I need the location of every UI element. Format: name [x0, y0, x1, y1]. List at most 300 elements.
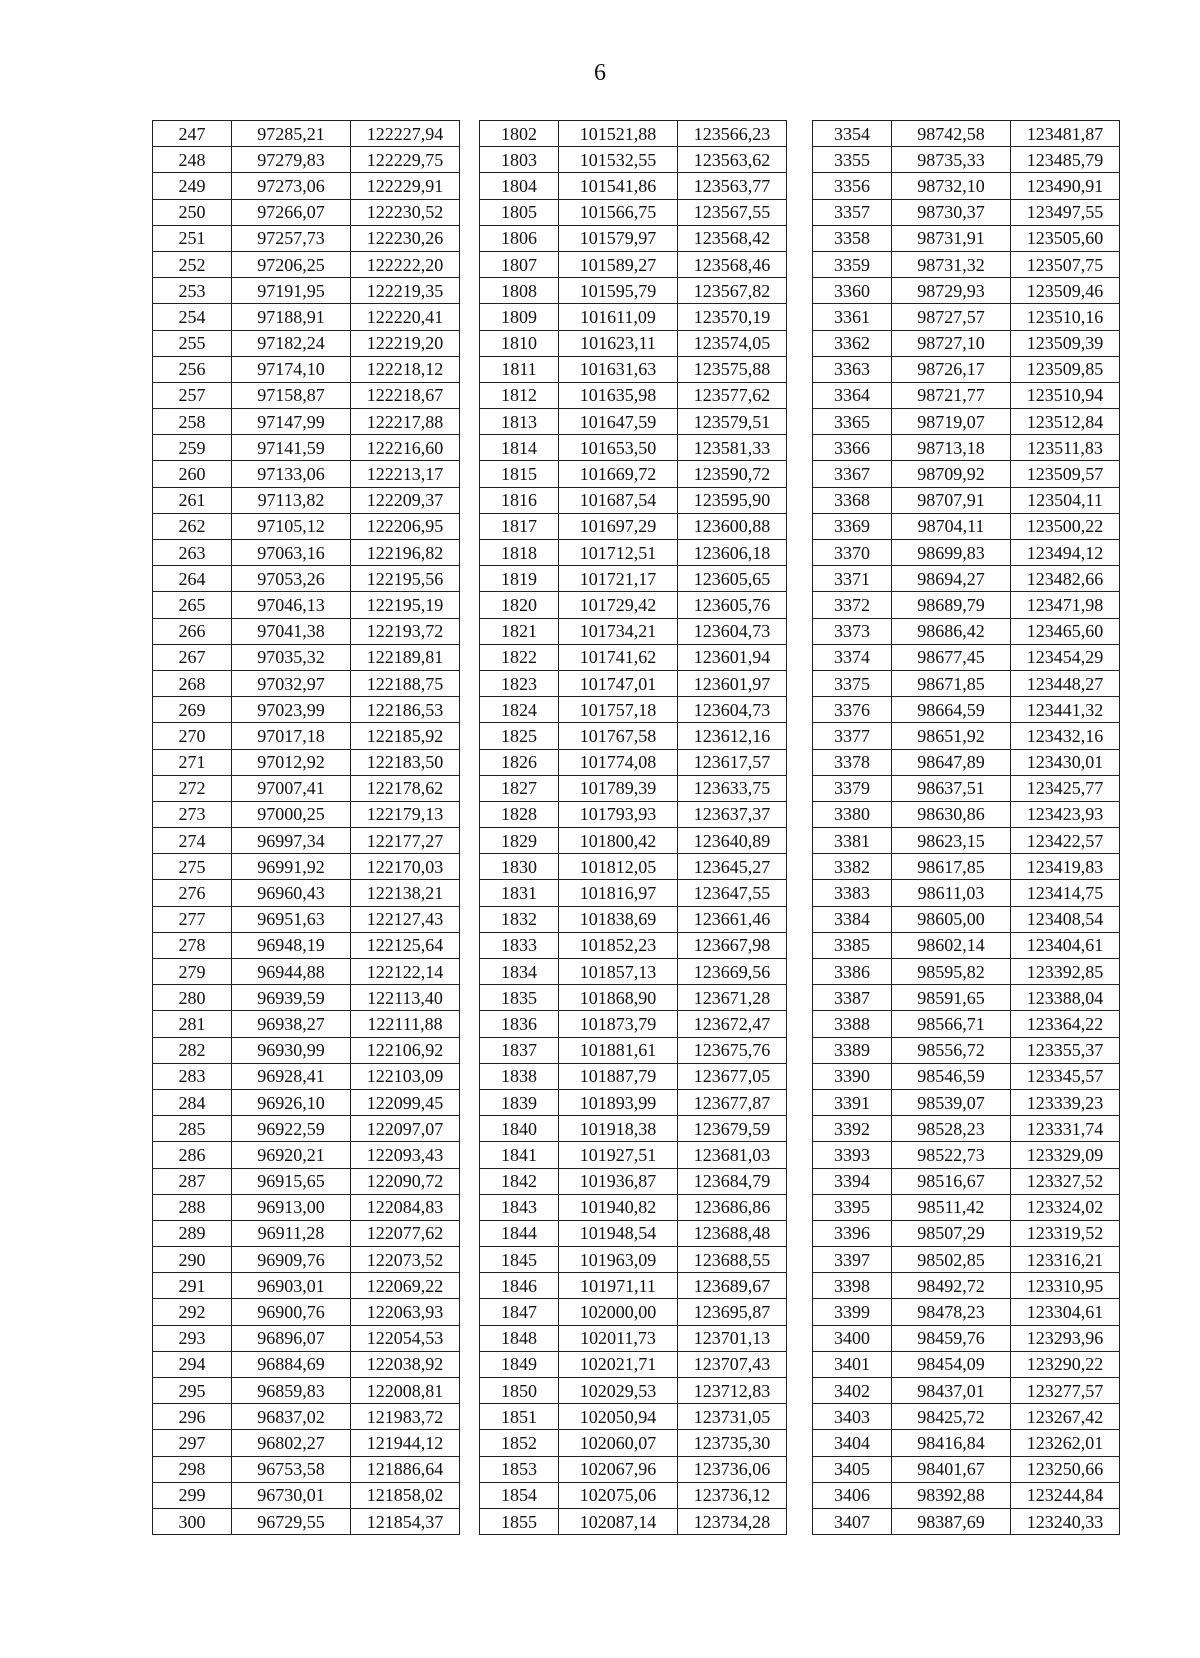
table-row	[480, 1351, 787, 1377]
y-coordinate-cell: 123512,84	[1011, 409, 1120, 435]
x-coordinate-cell: 101631,63	[559, 356, 678, 382]
point-number-cell: 1845	[480, 1247, 559, 1273]
table-row	[480, 199, 787, 225]
point-number-cell: 1832	[480, 906, 559, 932]
x-coordinate-cell: 98602,14	[892, 932, 1011, 958]
y-coordinate-cell: 122103,09	[351, 1063, 460, 1089]
point-number-cell: 296	[153, 1404, 232, 1430]
y-coordinate-cell: 123736,12	[678, 1482, 787, 1508]
x-coordinate-cell: 98637,51	[892, 775, 1011, 801]
point-number-cell: 3386	[813, 959, 892, 985]
table-row	[813, 854, 1120, 880]
table-row	[153, 121, 460, 147]
y-coordinate-cell: 123404,61	[1011, 932, 1120, 958]
y-coordinate-cell: 123671,28	[678, 985, 787, 1011]
table-row	[153, 1299, 460, 1325]
x-coordinate-cell: 96997,34	[232, 828, 351, 854]
coordinates-table-1	[152, 120, 460, 1535]
point-number-cell: 3404	[813, 1430, 892, 1456]
x-coordinate-cell: 98664,59	[892, 697, 1011, 723]
y-coordinate-cell: 122227,94	[351, 121, 460, 147]
y-coordinate-cell: 123640,89	[678, 828, 787, 854]
point-number-cell: 257	[153, 382, 232, 408]
point-number-cell: 3381	[813, 828, 892, 854]
point-number-cell: 3407	[813, 1508, 892, 1534]
point-number-cell: 267	[153, 644, 232, 670]
table-row	[813, 1273, 1120, 1299]
x-coordinate-cell: 101971,11	[559, 1273, 678, 1299]
x-coordinate-cell: 102021,71	[559, 1351, 678, 1377]
x-coordinate-cell: 98528,23	[892, 1116, 1011, 1142]
table-row	[813, 409, 1120, 435]
y-coordinate-cell: 123701,13	[678, 1325, 787, 1351]
y-coordinate-cell: 123686,86	[678, 1194, 787, 1220]
y-coordinate-cell: 123329,09	[1011, 1142, 1120, 1168]
table-row	[813, 618, 1120, 644]
y-coordinate-cell: 123432,16	[1011, 723, 1120, 749]
point-number-cell: 1838	[480, 1063, 559, 1089]
y-coordinate-cell: 123604,73	[678, 618, 787, 644]
y-coordinate-cell: 122185,92	[351, 723, 460, 749]
x-coordinate-cell: 101595,79	[559, 278, 678, 304]
y-coordinate-cell: 123600,88	[678, 513, 787, 539]
y-coordinate-cell: 122077,62	[351, 1220, 460, 1246]
point-number-cell: 265	[153, 592, 232, 618]
y-coordinate-cell: 123606,18	[678, 540, 787, 566]
table-row	[480, 1063, 787, 1089]
x-coordinate-cell: 101893,99	[559, 1089, 678, 1115]
point-number-cell: 3360	[813, 278, 892, 304]
x-coordinate-cell: 96926,10	[232, 1089, 351, 1115]
y-coordinate-cell: 123319,52	[1011, 1220, 1120, 1246]
x-coordinate-cell: 101729,42	[559, 592, 678, 618]
x-coordinate-cell: 96896,07	[232, 1325, 351, 1351]
table-row	[153, 1037, 460, 1063]
point-number-cell: 1810	[480, 330, 559, 356]
point-number-cell: 3402	[813, 1378, 892, 1404]
point-number-cell: 274	[153, 828, 232, 854]
table-row	[153, 1116, 460, 1142]
point-number-cell: 3359	[813, 251, 892, 277]
y-coordinate-cell: 122038,92	[351, 1351, 460, 1377]
point-number-cell: 3372	[813, 592, 892, 618]
point-number-cell: 1844	[480, 1220, 559, 1246]
point-number-cell: 3377	[813, 723, 892, 749]
table-row	[153, 487, 460, 513]
point-number-cell: 1839	[480, 1089, 559, 1115]
y-coordinate-cell: 123494,12	[1011, 540, 1120, 566]
x-coordinate-cell: 96922,59	[232, 1116, 351, 1142]
x-coordinate-cell: 98731,32	[892, 251, 1011, 277]
point-number-cell: 292	[153, 1299, 232, 1325]
x-coordinate-cell: 102075,06	[559, 1482, 678, 1508]
point-number-cell: 1809	[480, 304, 559, 330]
y-coordinate-cell: 123510,16	[1011, 304, 1120, 330]
point-number-cell: 3357	[813, 199, 892, 225]
x-coordinate-cell: 98719,07	[892, 409, 1011, 435]
point-number-cell: 3358	[813, 225, 892, 251]
point-number-cell: 3392	[813, 1116, 892, 1142]
y-coordinate-cell: 123327,52	[1011, 1168, 1120, 1194]
table-row	[153, 1168, 460, 1194]
y-coordinate-cell: 123310,95	[1011, 1273, 1120, 1299]
x-coordinate-cell: 96884,69	[232, 1351, 351, 1377]
y-coordinate-cell: 123669,56	[678, 959, 787, 985]
point-number-cell: 1807	[480, 251, 559, 277]
point-number-cell: 279	[153, 959, 232, 985]
x-coordinate-cell: 101873,79	[559, 1011, 678, 1037]
table-row	[813, 1168, 1120, 1194]
y-coordinate-cell: 123454,29	[1011, 644, 1120, 670]
table-row	[153, 828, 460, 854]
y-coordinate-cell: 123485,79	[1011, 147, 1120, 173]
y-coordinate-cell: 123505,60	[1011, 225, 1120, 251]
x-coordinate-cell: 98721,77	[892, 382, 1011, 408]
point-number-cell: 289	[153, 1220, 232, 1246]
y-coordinate-cell: 123689,67	[678, 1273, 787, 1299]
point-number-cell: 3387	[813, 985, 892, 1011]
y-coordinate-cell: 123735,30	[678, 1430, 787, 1456]
x-coordinate-cell: 98511,42	[892, 1194, 1011, 1220]
table-row	[813, 566, 1120, 592]
point-number-cell: 1823	[480, 670, 559, 696]
x-coordinate-cell: 97188,91	[232, 304, 351, 330]
x-coordinate-cell: 102000,00	[559, 1299, 678, 1325]
table-row	[480, 749, 787, 775]
table-row	[153, 566, 460, 592]
point-number-cell: 1851	[480, 1404, 559, 1430]
x-coordinate-cell: 96753,58	[232, 1456, 351, 1482]
table-row	[153, 854, 460, 880]
table-row	[813, 906, 1120, 932]
x-coordinate-cell: 97032,97	[232, 670, 351, 696]
point-number-cell: 3368	[813, 487, 892, 513]
x-coordinate-cell: 96802,27	[232, 1430, 351, 1456]
y-coordinate-cell: 122206,95	[351, 513, 460, 539]
table-row	[480, 540, 787, 566]
y-coordinate-cell: 123331,74	[1011, 1116, 1120, 1142]
y-coordinate-cell: 122122,14	[351, 959, 460, 985]
y-coordinate-cell: 123590,72	[678, 461, 787, 487]
x-coordinate-cell: 97191,95	[232, 278, 351, 304]
point-number-cell: 3355	[813, 147, 892, 173]
y-coordinate-cell: 123324,02	[1011, 1194, 1120, 1220]
table-row	[480, 1325, 787, 1351]
point-number-cell: 1849	[480, 1351, 559, 1377]
y-coordinate-cell: 123339,23	[1011, 1089, 1120, 1115]
x-coordinate-cell: 97182,24	[232, 330, 351, 356]
x-coordinate-cell: 97273,06	[232, 173, 351, 199]
table-row	[153, 1351, 460, 1377]
y-coordinate-cell: 123408,54	[1011, 906, 1120, 932]
y-coordinate-cell: 123563,62	[678, 147, 787, 173]
point-number-cell: 278	[153, 932, 232, 958]
page-number: 6	[594, 60, 606, 86]
point-number-cell: 3382	[813, 854, 892, 880]
point-number-cell: 3388	[813, 1011, 892, 1037]
y-coordinate-cell: 122054,53	[351, 1325, 460, 1351]
x-coordinate-cell: 96939,59	[232, 985, 351, 1011]
y-coordinate-cell: 122138,21	[351, 880, 460, 906]
x-coordinate-cell: 98671,85	[892, 670, 1011, 696]
table-row	[153, 409, 460, 435]
point-number-cell: 3390	[813, 1063, 892, 1089]
table-row	[153, 1456, 460, 1482]
point-number-cell: 291	[153, 1273, 232, 1299]
table-row	[480, 1404, 787, 1430]
table-row	[153, 1247, 460, 1273]
table-row	[813, 1351, 1120, 1377]
table-row	[480, 592, 787, 618]
point-number-cell: 3405	[813, 1456, 892, 1482]
point-number-cell: 281	[153, 1011, 232, 1037]
table-row	[813, 880, 1120, 906]
point-number-cell: 1850	[480, 1378, 559, 1404]
point-number-cell: 280	[153, 985, 232, 1011]
x-coordinate-cell: 101653,50	[559, 435, 678, 461]
table-row	[480, 173, 787, 199]
table-row	[813, 670, 1120, 696]
x-coordinate-cell: 98507,29	[892, 1220, 1011, 1246]
point-number-cell: 1822	[480, 644, 559, 670]
x-coordinate-cell: 97279,83	[232, 147, 351, 173]
point-number-cell: 3354	[813, 121, 892, 147]
table-row	[480, 1430, 787, 1456]
y-coordinate-cell: 123465,60	[1011, 618, 1120, 644]
y-coordinate-cell: 123688,48	[678, 1220, 787, 1246]
point-number-cell: 3366	[813, 435, 892, 461]
point-number-cell: 3365	[813, 409, 892, 435]
x-coordinate-cell: 96951,63	[232, 906, 351, 932]
point-number-cell: 297	[153, 1430, 232, 1456]
x-coordinate-cell: 101747,01	[559, 670, 678, 696]
table-row	[813, 1456, 1120, 1482]
x-coordinate-cell: 98686,42	[892, 618, 1011, 644]
table-row	[480, 1273, 787, 1299]
y-coordinate-cell: 123509,85	[1011, 356, 1120, 382]
x-coordinate-cell: 96928,41	[232, 1063, 351, 1089]
point-number-cell: 300	[153, 1508, 232, 1534]
y-coordinate-cell: 123570,19	[678, 304, 787, 330]
table-row	[480, 251, 787, 277]
table-row	[153, 1063, 460, 1089]
point-number-cell: 293	[153, 1325, 232, 1351]
y-coordinate-cell: 123707,43	[678, 1351, 787, 1377]
point-number-cell: 3363	[813, 356, 892, 382]
point-number-cell: 3383	[813, 880, 892, 906]
y-coordinate-cell: 123605,65	[678, 566, 787, 592]
y-coordinate-cell: 122229,91	[351, 173, 460, 199]
table-row	[480, 487, 787, 513]
y-coordinate-cell: 122097,07	[351, 1116, 460, 1142]
table-row	[480, 1482, 787, 1508]
x-coordinate-cell: 98647,89	[892, 749, 1011, 775]
x-coordinate-cell: 101566,75	[559, 199, 678, 225]
x-coordinate-cell: 98630,86	[892, 801, 1011, 827]
table-row	[813, 225, 1120, 251]
x-coordinate-cell: 98623,15	[892, 828, 1011, 854]
table-row	[153, 985, 460, 1011]
y-coordinate-cell: 122063,93	[351, 1299, 460, 1325]
y-coordinate-cell: 123675,76	[678, 1037, 787, 1063]
y-coordinate-cell: 122099,45	[351, 1089, 460, 1115]
point-number-cell: 252	[153, 251, 232, 277]
y-coordinate-cell: 123504,11	[1011, 487, 1120, 513]
point-number-cell: 1852	[480, 1430, 559, 1456]
point-number-cell: 282	[153, 1037, 232, 1063]
table-row	[813, 1142, 1120, 1168]
x-coordinate-cell: 98556,72	[892, 1037, 1011, 1063]
x-coordinate-cell: 98522,73	[892, 1142, 1011, 1168]
x-coordinate-cell: 101611,09	[559, 304, 678, 330]
table-row	[813, 1430, 1120, 1456]
x-coordinate-cell: 98392,88	[892, 1482, 1011, 1508]
point-number-cell: 1855	[480, 1508, 559, 1534]
point-number-cell: 294	[153, 1351, 232, 1377]
point-number-cell: 258	[153, 409, 232, 435]
table-row	[480, 1378, 787, 1404]
table-row	[813, 330, 1120, 356]
y-coordinate-cell: 123448,27	[1011, 670, 1120, 696]
x-coordinate-cell: 96915,65	[232, 1168, 351, 1194]
y-coordinate-cell: 123425,77	[1011, 775, 1120, 801]
y-coordinate-cell: 123647,55	[678, 880, 787, 906]
x-coordinate-cell: 101857,13	[559, 959, 678, 985]
table-row	[480, 880, 787, 906]
x-coordinate-cell: 98611,03	[892, 880, 1011, 906]
table-row	[480, 225, 787, 251]
table-row	[153, 1220, 460, 1246]
table-row	[153, 513, 460, 539]
table-row	[813, 985, 1120, 1011]
x-coordinate-cell: 97158,87	[232, 382, 351, 408]
table-row	[813, 1194, 1120, 1220]
y-coordinate-cell: 123482,66	[1011, 566, 1120, 592]
y-coordinate-cell: 122195,56	[351, 566, 460, 592]
table-row	[153, 1508, 460, 1534]
point-number-cell: 283	[153, 1063, 232, 1089]
table-row	[153, 1404, 460, 1430]
x-coordinate-cell: 98492,72	[892, 1273, 1011, 1299]
point-number-cell: 1825	[480, 723, 559, 749]
y-coordinate-cell: 123509,39	[1011, 330, 1120, 356]
table-row	[813, 435, 1120, 461]
x-coordinate-cell: 98595,82	[892, 959, 1011, 985]
point-number-cell: 248	[153, 147, 232, 173]
table-row	[813, 121, 1120, 147]
point-number-cell: 3370	[813, 540, 892, 566]
y-coordinate-cell: 123364,22	[1011, 1011, 1120, 1037]
point-number-cell: 3373	[813, 618, 892, 644]
y-coordinate-cell: 122193,72	[351, 618, 460, 644]
y-coordinate-cell: 121858,02	[351, 1482, 460, 1508]
point-number-cell: 1834	[480, 959, 559, 985]
y-coordinate-cell: 123250,66	[1011, 1456, 1120, 1482]
point-number-cell: 1842	[480, 1168, 559, 1194]
x-coordinate-cell: 98478,23	[892, 1299, 1011, 1325]
table-row	[480, 382, 787, 408]
y-coordinate-cell: 123679,59	[678, 1116, 787, 1142]
y-coordinate-cell: 122179,13	[351, 801, 460, 827]
table-row	[813, 513, 1120, 539]
x-coordinate-cell: 97017,18	[232, 723, 351, 749]
table-row	[153, 540, 460, 566]
point-number-cell: 1827	[480, 775, 559, 801]
point-number-cell: 1829	[480, 828, 559, 854]
point-number-cell: 3394	[813, 1168, 892, 1194]
table-row	[153, 1378, 460, 1404]
y-coordinate-cell: 123567,55	[678, 199, 787, 225]
table-row	[813, 487, 1120, 513]
table-row	[480, 1456, 787, 1482]
point-number-cell: 272	[153, 775, 232, 801]
point-number-cell: 261	[153, 487, 232, 513]
table-row	[813, 278, 1120, 304]
table-row	[480, 723, 787, 749]
y-coordinate-cell: 123509,46	[1011, 278, 1120, 304]
x-coordinate-cell: 97257,73	[232, 225, 351, 251]
y-coordinate-cell: 122189,81	[351, 644, 460, 670]
table-row	[480, 1220, 787, 1246]
point-number-cell: 1811	[480, 356, 559, 382]
point-number-cell: 285	[153, 1116, 232, 1142]
table-row	[480, 1247, 787, 1273]
table-row	[813, 828, 1120, 854]
point-number-cell: 1804	[480, 173, 559, 199]
x-coordinate-cell: 98726,17	[892, 356, 1011, 382]
table-row	[153, 382, 460, 408]
y-coordinate-cell: 122195,19	[351, 592, 460, 618]
point-number-cell: 3395	[813, 1194, 892, 1220]
point-number-cell: 287	[153, 1168, 232, 1194]
x-coordinate-cell: 101741,62	[559, 644, 678, 670]
x-coordinate-cell: 102029,53	[559, 1378, 678, 1404]
point-number-cell: 1813	[480, 409, 559, 435]
table-row	[813, 1220, 1120, 1246]
y-coordinate-cell: 122216,60	[351, 435, 460, 461]
x-coordinate-cell: 98732,10	[892, 173, 1011, 199]
x-coordinate-cell: 96909,76	[232, 1247, 351, 1273]
point-number-cell: 1835	[480, 985, 559, 1011]
x-coordinate-cell: 98591,65	[892, 985, 1011, 1011]
y-coordinate-cell: 122230,26	[351, 225, 460, 251]
x-coordinate-cell: 98709,92	[892, 461, 1011, 487]
point-number-cell: 3364	[813, 382, 892, 408]
table-row	[480, 906, 787, 932]
table-row	[153, 147, 460, 173]
x-coordinate-cell: 96938,27	[232, 1011, 351, 1037]
x-coordinate-cell: 101669,72	[559, 461, 678, 487]
point-number-cell: 266	[153, 618, 232, 644]
table-row	[480, 801, 787, 827]
table-row	[813, 1063, 1120, 1089]
x-coordinate-cell: 101734,21	[559, 618, 678, 644]
table-row	[813, 251, 1120, 277]
point-number-cell: 1805	[480, 199, 559, 225]
point-number-cell: 3391	[813, 1089, 892, 1115]
table-row	[813, 1011, 1120, 1037]
y-coordinate-cell: 123712,83	[678, 1378, 787, 1404]
table-row	[813, 461, 1120, 487]
table-row	[813, 723, 1120, 749]
y-coordinate-cell: 122188,75	[351, 670, 460, 696]
y-coordinate-cell: 122111,88	[351, 1011, 460, 1037]
point-number-cell: 276	[153, 880, 232, 906]
y-coordinate-cell: 123481,87	[1011, 121, 1120, 147]
x-coordinate-cell: 97141,59	[232, 435, 351, 461]
x-coordinate-cell: 96913,00	[232, 1194, 351, 1220]
table-row	[153, 749, 460, 775]
